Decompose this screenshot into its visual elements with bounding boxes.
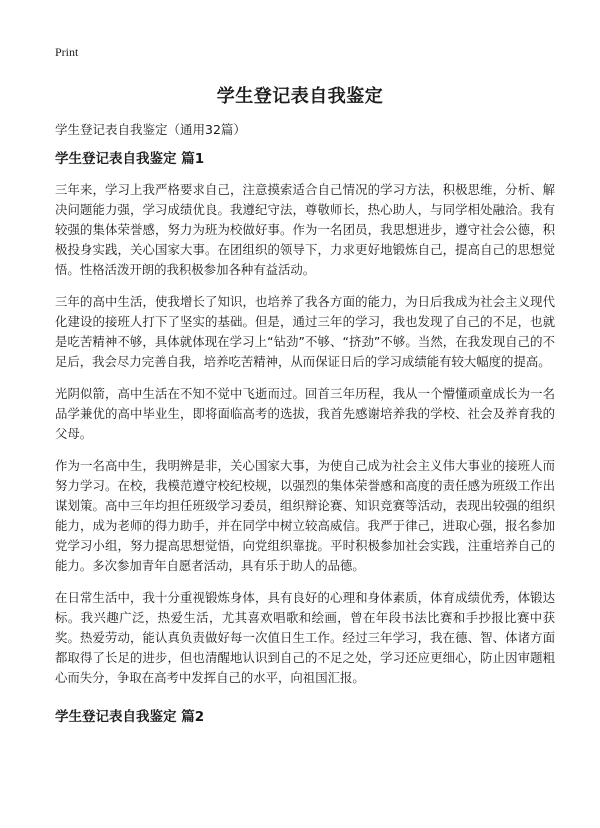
section-1-paragraph-2: 三年的高中生活，使我增长了知识，也培养了我各方面的能力，为日后我成为社会主义现代化建设的接班人打下了坚实的基础。但是，通过三年的学习，我也发现了自己的不足，也就是吃苦精神不够，具体就体现在学习上“钻劲”不够、“挤劲”不够。当然，在我发现自己的不足后，我会尽力完善自我，培养吃苦精神，从而保证日后的学习成绩能有较大幅度的提高。 xyxy=(55,294,555,369)
section-heading-1: 学生登记表自我鉴定 篇1 xyxy=(55,151,205,167)
section-1-paragraph-1: 三年来，学习上我严格要求自己，注意摸索适合自己情况的学习方法，积极思维，分析、解决问题能力强，学习成绩优良。我遵纪守法，尊敬师长，热心助人，与同学相处融洽。我有较强的集体荣誉感，努力为班为校做好事。作为一名团员，我思想进步，遵守社会公德，积极投身实践，关心国家大事。在团组织的领导下，力求更好地锻炼自己，提高自己的思想觉悟。性格活泼开朗的我积极参加各种有益活动。 xyxy=(55,182,555,277)
print-link[interactable]: Print xyxy=(55,45,79,59)
section-1-paragraph-3: 光阴似箭，高中生活在不知不觉中飞逝而过。回首三年历程，我从一个懵懂顽童成长为一名品学兼优的高中毕业生，即将面临高考的选拔，我首先感谢培养我的学校、社会及养育我的父母。 xyxy=(55,386,555,441)
section-1-paragraph-5: 在日常生活中，我十分重视锻炼身体，具有良好的心理和身体素质，体育成绩优秀，体锻达标。我兴趣广泛，热爱生活，尤其喜欢唱歌和绘画，曾在年段书法比赛和手抄报比赛中获奖。热爱劳动，能认真负责做好每一次值日生工作。经过三年学习，我在德、智、体诸方面都取得了长足的进步，但也清醒地认识到自己的不足之处，学习还应更细心，防止因审题粗心而失分，争取在高考中发挥自己的水平，向祖国汇报。 xyxy=(55,590,555,685)
section-1-paragraph-4: 作为一名高中生，我明辨是非，关心国家大事，为使自己成为社会主义伟大事业的接班人而努力学习。在校，我模范遵守校纪校规，以强烈的集体荣誉感和高度的责任感为班级工作出谋划策。高中三年均担任班级学习委员，组织辩论赛、知识竞赛等活动，表现出较强的组织能力，成为老师的得力助手，并在同学中树立较高威信。我严于律己，进取心强，报名参加党学习小组，努力提高思想觉悟，向党组织靠拢。平时积极参加社会实践，注重培养自己的能力。多次参加青年自愿者活动，具有乐于助人的品德。 xyxy=(55,458,555,573)
page-title: 学生登记表自我鉴定 xyxy=(216,86,384,107)
section-heading-2: 学生登记表自我鉴定 篇2 xyxy=(55,709,205,725)
document-subtitle: 学生登记表自我鉴定（通用32篇） xyxy=(55,122,246,137)
document-body xyxy=(55,150,555,738)
